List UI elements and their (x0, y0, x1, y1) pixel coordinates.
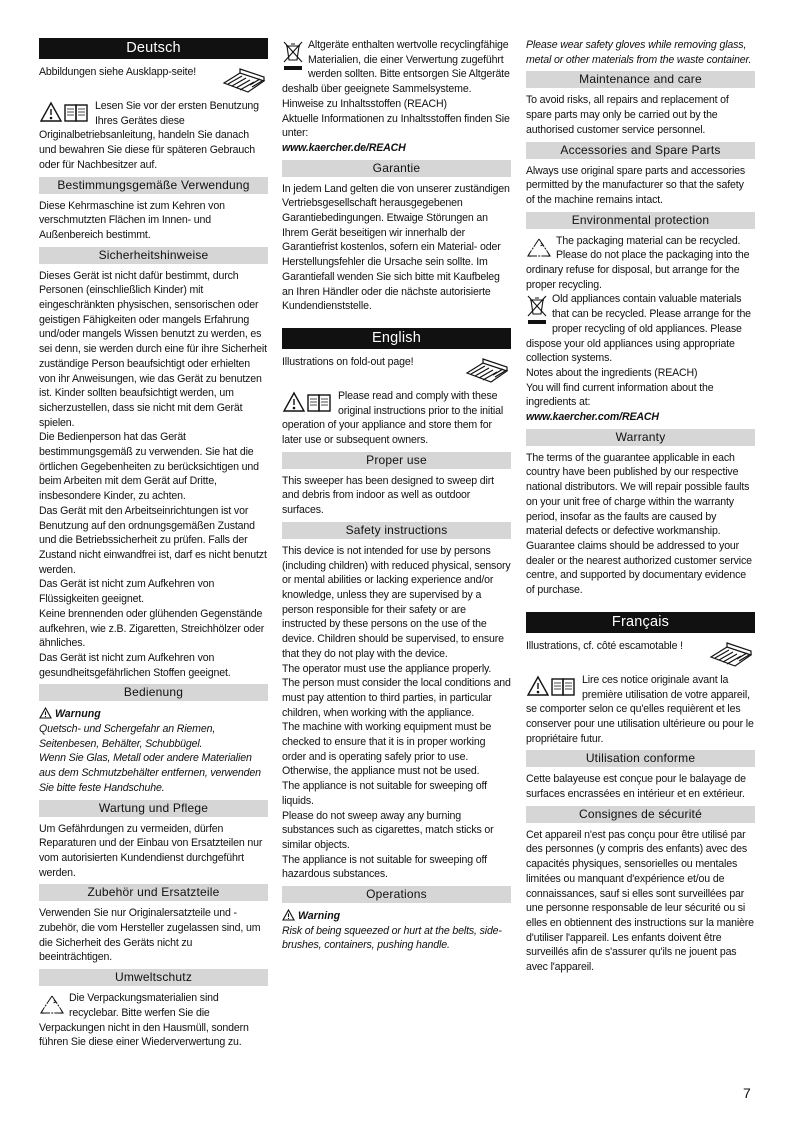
read-manual-note-fr: Lire ces notice originale avant la première utilisation de votre appareil, se comporter selon ce qu'elles requièrent et les conserver pour une utilisation ultérieure ou pour le propriétaire futur. (526, 673, 754, 745)
warning-text-en: Please wear safety gloves while removing glass, metal or other materials from the waste container. (526, 39, 752, 66)
section-title-english: English (282, 328, 511, 349)
warning-heading-en: Warning (282, 909, 511, 924)
accessories-text-en: Always use original spare parts and accessories permitted by the manufacturer so that the safety of the machine remains intact. (526, 164, 746, 206)
maintenance-text-en: To avoid risks, all repairs and replacement of spare parts may only be carried out by the authorised customer service personnel. (526, 94, 729, 136)
reach-heading-de: Hinweise zu Inhaltsstoffen (REACH) (282, 97, 447, 110)
section-title-environment-de: Umweltschutz (39, 969, 268, 986)
section-title-operation-de: Bedienung (39, 684, 268, 701)
section-title-operations-en: Operations (282, 886, 511, 903)
section-title-maintenance-de: Wartung und Pflege (39, 800, 268, 817)
section-title-safety-de: Sicherheitshinweise (39, 247, 268, 264)
column-3 (526, 38, 755, 975)
safety-text-de: Die Bedienperson hat das Gerät bestimmungsgemäß zu verwenden. Sie hat die örtlichen Gegebenheiten zu berücksichtigen und beim Arbeiten mit dem Gerät auf Dritte, insbesondere Kinder, zu achten. (39, 431, 259, 503)
section-title-proper-use-fr: Utilisation conforme (526, 750, 755, 767)
crossed-bin-icon (526, 294, 548, 326)
env-packaging-en: The packaging material can be recycled. Please do not place the packaging into the ordinary refuse for disposal, but arrange for the proper recycling. (526, 234, 750, 291)
warranty-text-de: In jedem Land gelten die von unserer zuständigen Vertriebsgesellschaft herausgegebenen Garantiebedingungen. Etwaige Störungen an Ihrem Gerät beseitigen wir innerhalb der Garantiefrist kostenlos, sofern ein Material- oder Herstellungsfehler die Ursache sein sollte. Im Garantiefall wenden Sie sich bitte mit Kaufbeleg an Ihren Händler oder die nächste autorisierte Kundendienststelle. (282, 182, 510, 313)
warning-read-manual-icon (39, 101, 91, 123)
warning-read-manual-icon (282, 391, 334, 413)
safety-text-en: The appliance is not suitable for sweeping off hazardous substances. (282, 853, 487, 881)
safety-text-en: The appliance is not suitable for sweeping off liquids. (282, 780, 487, 807)
column-2 (282, 38, 511, 953)
section-title-francais: Français (526, 612, 755, 633)
section-title-safety-en: Safety instructions (282, 522, 511, 539)
recycle-icon (526, 236, 552, 260)
warning-read-manual-icon (526, 675, 578, 697)
crossed-bin-icon (282, 40, 304, 72)
proper-use-text-fr: Cette balayeuse est conçue pour le balayage de surfaces encrassées en intérieur et en extérieur. (526, 773, 746, 801)
safety-text-en: This device is not intended for use by persons (including children) with reduced physical, sensory or mental abilities or lacking experience and/or knowledge, unless they are supervised by a person responsible for their safety or are instructed by these persons on the use of the device. Children should be supervised, to ensure that they do not play with the device. (282, 544, 511, 660)
illustrations-note: Abbildungen siehe Ausklapp-seite! (39, 65, 268, 80)
proper-use-text-en: This sweeper has been designed to sweep dirt and debris from indoor as well as outdoor surfaces. (282, 474, 494, 517)
warning-heading-de: Warnung (39, 707, 268, 722)
section-title-proper-use-en: Proper use (282, 452, 511, 469)
section-title-warranty-en: Warranty (526, 429, 755, 446)
illustrations-note-fr: Illustrations, cf. côté escamotable ! (526, 639, 755, 654)
safety-text-de: Das Gerät ist nicht zum Aufkehren von gesundheitsgefährlichen Stoffen geeignet. (39, 651, 231, 679)
warranty-text-en: The terms of the guarantee applicable in each country have been published by our respective national distributors. We will repair possible faults on your unit free of charge within the warranty period, insofar as the faults are caused by material defects or defective workmanship. Guarantee claims should be addressed to your dealer or the nearest authorized customer service centre, and supported by documentary evidence of purchase. (526, 451, 752, 597)
read-manual-note: Lesen Sie vor der ersten Benutzung Ihres Gerätes diese Originalbetriebsanleitung, handeln Sie danach und bewahren Sie diese für späteren Gebrauch oder für Nachbesitzer auf. (39, 100, 259, 171)
reach-text-en: You will find current information about the ingredients at: (526, 381, 714, 409)
reach-text-de: Aktuelle Informationen zu Inhaltsstoffen finden Sie unter: (282, 112, 510, 140)
section-title-proper-use-de: Bestimmungsgemäße Verwendung (39, 177, 268, 194)
safety-text-de: Das Gerät mit den Arbeitseinrichtungen ist vor Benutzung auf den ordnungsgemäßen Zustand und die Betriebssicherheit zu prüfen. Falls der Zustand nicht einwandfrei ist, darf es nicht benutzt werden. (39, 504, 267, 576)
book-fold-icon (463, 355, 511, 389)
warning-text-en: Risk of being squeezed or hurt at the belts, side-brushes, containers, pushing handle. (282, 924, 502, 952)
warning-triangle-icon (39, 707, 52, 719)
proper-use-text-de: Diese Kehrmaschine ist zum Kehren von verschmutzten Flächen im Innen- und Außenbereich bestimmt. (39, 199, 225, 241)
recycle-icon (39, 993, 65, 1017)
section-title-safety-fr: Consignes de sécurité (526, 806, 755, 823)
warning-text-de: Quetsch- und Schergefahr an Riemen, Seitenbesen, Behälter, Schubbügel. (39, 723, 216, 750)
safety-text-en: The operator must use the appliance properly. The person must consider the local conditions and must pay attention to third parties, in particular children, when working with the appliance. (282, 662, 511, 719)
safety-text-de: Dieses Gerät ist nicht dafür bestimmt, durch Personen (einschließlich Kinder) mit eingeschränkten physischen, sensorischen oder geistigen Fähigkeiten oder mangels Erfahrung und/oder mangels Wissen benutzt zu werden, es sei denn, sie werden durch eine für ihre Sicherheit zuständige Person beaufsichtigt oder erhielten von ihr Anweisungen, wie das Gerät zu benutzen ist. Kinder sollten beaufsichtigt werden, um sicherzustellen, dass sie nicht mit dem Gerät spielen. (39, 269, 267, 429)
safety-text-en: Please do not sweep away any burning substances such as cigarettes, match sticks or similar objects. (282, 809, 494, 851)
warning-text-de: Wenn Sie Glas, Metall oder andere Materialien aus dem Schmutzbehälter entfernen, verwenden Sie bitte feste Handschuhe. (39, 752, 261, 794)
read-manual-note-en: Please read and comply with these original instructions prior to the initial operation of your appliance and store them for later use or subsequent owners. (282, 389, 504, 447)
section-title-deutsch: Deutsch (39, 38, 268, 59)
reach-heading-en: Notes about the ingredients (REACH) (526, 366, 698, 379)
env-old-appliances-en: Old appliances contain valuable materials that can be recycled. Please arrange for the proper recycling of old appliances. Please dispose your old appliances using appropriate collection systems. (526, 293, 751, 365)
column-1 (39, 38, 268, 1050)
section-title-maintenance-en: Maintenance and care (526, 71, 755, 88)
book-fold-icon (220, 65, 268, 99)
safety-text-en: The machine with working equipment must be checked to ensure that it is in proper working order and is operating safely prior to use. Otherwise, the appliance must not be used. (282, 721, 492, 778)
section-title-accessories-en: Accessories and Spare Parts (526, 142, 755, 159)
safety-text-fr: Cet appareil n'est pas conçu pour être utilisé par des personnes (y compris des enfants) avec des capacités physiques, sensorielles ou mentales limitées ou manquant d'expérience et/ou de connaissances, sauf si elles sont surveillées par une personne responsable de leur sécurité ou si elles en obtiennent des instructions sur la manière d'utiliser l'appareil. Les enfants doivent être surveillés afin de s'assurer qu'ils ne jouent pas avec l'appareil. (526, 828, 754, 974)
reach-url-de: www.kaercher.de/REACH (282, 141, 406, 154)
section-title-environment-en: Environmental protection (526, 212, 755, 229)
book-fold-icon (707, 639, 755, 673)
env-old-appliances-de: Altgeräte enthalten wertvolle recyclingfähige Materialien, die einer Verwertung zugeführt werden sollten. Bitte entsorgen Sie Altgeräte deshalb über geeignete Sammelsysteme. (282, 39, 510, 96)
accessories-text-de: Verwenden Sie nur Originalersatzteile und -zubehör, die vom Hersteller zugelassen sind, um die Sicherheit des Geräts nicht zu beeinträchtigen. (39, 907, 261, 964)
reach-url-en: www.kaercher.com/REACH (526, 411, 659, 424)
section-title-accessories-de: Zubehör und Ersatzteile (39, 884, 268, 901)
maintenance-text-de: Um Gefährdungen zu vermeiden, dürfen Reparaturen und der Einbau von Ersatzteilen nur vom autorisierten Kundendienst durchgeführt werden. (39, 822, 263, 879)
section-title-warranty-de: Garantie (282, 160, 511, 177)
safety-text-de: Keine brennenden oder glühenden Gegenstände aufkehren, wie z.B. Zigaretten, Streichhölzer oder ähnliches. (39, 607, 265, 650)
page-number: 7 (743, 1085, 751, 1101)
warning-triangle-icon (282, 909, 295, 921)
illustrations-note-en: Illustrations on fold-out page! (282, 355, 511, 370)
safety-text-de: Das Gerät ist nicht zum Aufkehren von Flüssigkeiten geeignet. (39, 578, 215, 606)
env-packaging-de: Die Verpackungsmaterialien sind recyclebar. Bitte werfen Sie die Verpackungen nicht in den Hausmüll, sondern führen Sie diese einer Wiederverwertung zu. (39, 992, 249, 1049)
